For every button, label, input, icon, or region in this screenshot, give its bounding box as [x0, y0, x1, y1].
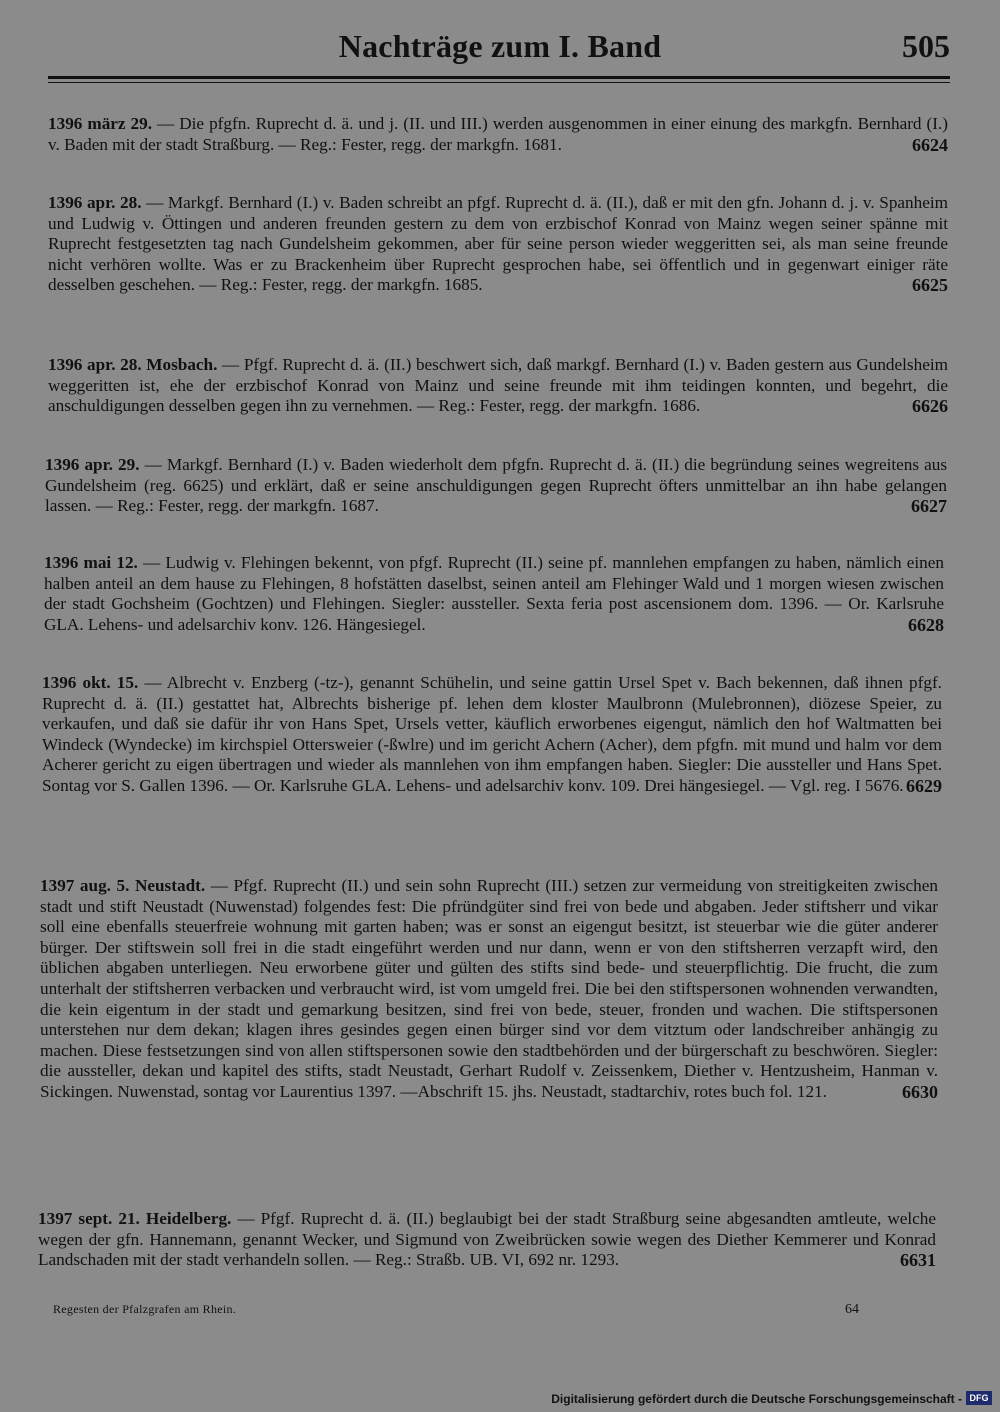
page-title: Nachträge zum I. Band — [338, 28, 662, 64]
footer-series-title: Regesten der Pfalzgrafen am Rhein. — [53, 1302, 237, 1316]
entry-number: 6631 — [900, 1250, 936, 1271]
funding-bar — [0, 1382, 1000, 1412]
entry-text: — Pfgf. Ruprecht d. ä. (II.) beschwert sich, daß markgf. Bernhard (I.) v. Baden gestern aus Gundelsheim weggeritten ist, ehe der erzbischof Konrad von Mainz und seine freunde mit ihm teidingen konnten, und begehrt, die anschuldigungen desselben gegen ihn zu vernehmen. — Reg.: Fester, regg. der markgfn. 1686. — [48, 355, 948, 416]
funding-note: Digitalisierung gefördert durch die Deutsche Forschungsgemeinschaft - — [551, 1392, 962, 1406]
entry-text: — Ludwig v. Flehingen bekennt, von pfgf. Ruprecht (II.) seine pf. mannlehen empfangen zu haben, nämlich einen halben anteil an dem hause zu Flehingen, 8 hofstätten daselbst, seinen anteil am Flehinger Wald und 1 morgen wiesen zwischen der stadt Gochsheim (Gochtzen) und Flehingen. Siegler: aussteller. Sexta feria post ascensionem dom. 1396. — Or. Karlsruhe GLA. Lehens- und adelsarchiv konv. 126. Hängesiegel. — [44, 553, 944, 634]
header-rule-thin — [48, 82, 950, 83]
entry-date: 1396 apr. 28. Mosbach. — [48, 355, 218, 374]
header-rule-thick — [48, 76, 950, 79]
entry-text: — Markgf. Bernhard (I.) v. Baden wiederholt dem pfgfn. Ruprecht d. ä. (II.) die begründung seines wegreitens aus Gundelsheim (reg. 6625) und erklärt, daß er seine anschuldigungen gegen Ruprecht öfters unmittelbar an ihn habe gelangen lassen. — Reg.: Fester, regg. der markgfn. 1687. — [45, 455, 948, 516]
entry-text: — Pfgf. Ruprecht d. ä. (II.) beglaubigt bei der stadt Straßburg seine abgesandten amtleute, welche wegen der gfn. Hannemann, genannt Wecker, und Sigmund von Zweibrücken sowie wegen des Diether Kemmerer und Konrad Landschaden mit der stadt verhandeln sollen. — Reg.: Straßb. UB. VI, 692 nr. 1293. — [38, 1209, 936, 1270]
entry-number: 6625 — [912, 275, 948, 296]
entry-date: 1396 mai 12. — [44, 553, 138, 572]
entry-number: 6629 — [906, 775, 942, 796]
entry-text: — Die pfgfn. Ruprecht d. ä. und j. (II. und III.) werden ausgenommen in einer einung des markgfn. Bernhard (I.) v. Baden mit der stadt Straßburg. — Reg.: Fester, regg. der markgfn. 1681. — [48, 114, 948, 154]
footer-sheet-number: 64 — [845, 1302, 859, 1317]
entry-date: 1397 sept. 21. Heidelberg. — [38, 1209, 232, 1228]
page-header — [50, 28, 950, 72]
regest-entry — [42, 673, 942, 797]
regest-entry — [45, 455, 947, 517]
entry-number: 6627 — [911, 496, 947, 517]
regest-entry — [44, 553, 944, 635]
entry-text: — Pfgf. Ruprecht (II.) und sein sohn Ruprecht (III.) setzen zur vermeidung von streitigkeiten zwischen stadt und stift Neustadt (Nuwenstad) folgendes fest: Die pfründgüter sind frei von bede und abgaben. Jeder stiftsherr und vikar soll eine ebenfalls steuerfreie wohnung mit garten haben; was er sonst an eigengut besitzt, ist steuerbar wie die güter anderer bürger. Der stiftswein soll frei in die stadt eingeführt werden und nur dann, wenn er von den stiftsherren verzapft wird, den üblichen abgaben unterliegen. Neu erworbene güter und gülten des stifts sind bede- und steuerpflichtig. Die frucht, die zum unterhalt der stiftsherren verbacken und verbraucht wird, ist vom umgeld frei. Die bei den stiftspersonen wohnenden verwandten, die kein eigentum in der stadt und gemarkung besitzen, sind frei von bede, steuer, fronden und wachen. Die stiftspersonen unterstehen nur dem dekan; klagen ihres gesindes gegen einen bürger sind vor dem vitztum oder landschreiber anhängig zu machen. Diese festsetzungen sind von allen stiftspersonen sowie den stadtbehörden und der bürgerschaft zu beschwören. Siegler: die aussteller, dekan und kapitel des stifts, stadt Neustadt, Gerhart Rudolf v. Zeissenkem, Diether v. Hentzusheim, Hanman v. Sickingen. Nuwenstad, sontag vor Laurentius 1397. —Abschrift 15. jhs. Neustadt, stadtarchiv, rotes buch fol. 121. — [40, 876, 938, 1101]
dfg-logo: DFG — [966, 1391, 992, 1405]
entry-date: 1396 okt. 15. — [42, 673, 139, 692]
regest-entry — [48, 355, 948, 417]
entry-number: 6626 — [912, 396, 948, 417]
regest-entry — [48, 114, 948, 155]
regest-entry — [40, 876, 938, 1103]
entry-number: 6630 — [902, 1081, 938, 1102]
entry-date: 1396 märz 29. — [48, 114, 153, 133]
entry-date: 1396 apr. 29. — [45, 455, 140, 474]
regest-entry — [38, 1209, 936, 1271]
entry-number: 6624 — [912, 134, 948, 155]
entry-number: 6628 — [908, 614, 944, 635]
page-number: 505 — [902, 28, 950, 64]
entry-date: 1396 apr. 28. — [48, 193, 142, 212]
entry-date: 1397 aug. 5. Neustadt. — [40, 876, 206, 895]
entry-text: — Albrecht v. Enzberg (-tz-), genannt Schühelin, und seine gattin Ursel Spet v. Bach bekennen, daß ihnen pfgf. Ruprecht d. ä. (II.) gestattet hat, Albrechts bisherige pf. lehen dem kloster Maulbronn (Mulebronnen), diözese Speier, zu verkaufen, und daß sie dafür ihr von Hans Spet, Ursels vetter, käuflich erworbenes eigengut, nämlich den hof Waltmatten bei Windeck (Wyndecke) im kirchspiel Ottersweier (-ßwlre) und im gericht Achern (Acher), dem pfgfn. mit mund und halm vor dem Acherer gericht zu eigen übertragen und wieder als mannlehen von ihm empfangen haben. Siegler: Die aussteller und Hans Spet. Sontag vor S. Gallen 1396. — Or. Karlsruhe GLA. Lehens- und adelsarchiv konv. 109. Drei hängesiegel. — Vgl. reg. I 5676. — [42, 673, 942, 795]
entry-text: — Markgf. Bernhard (I.) v. Baden schreibt an pfgf. Ruprecht d. ä. (II.), daß er mit den gfn. Johann d. j. v. Spanheim und Ludwig v. Öttingen und anderen freunden gestern zu dem von erzbischof Konrad von Mainz wegen seiner spänne mit Ruprecht festgesetzten tag nach Gundelsheim gekommen, aber für seine person wieder weggeritten sei, als man seine freunde nicht verhören wollte. Was er zu Brackenheim über Ruprecht gesprochen habe, sei öffentlich und in gegenwart einiger räte desselben geschehen. — Reg.: Fester, regg. der markgfn. 1685. — [48, 193, 949, 295]
regest-entry — [48, 193, 948, 296]
